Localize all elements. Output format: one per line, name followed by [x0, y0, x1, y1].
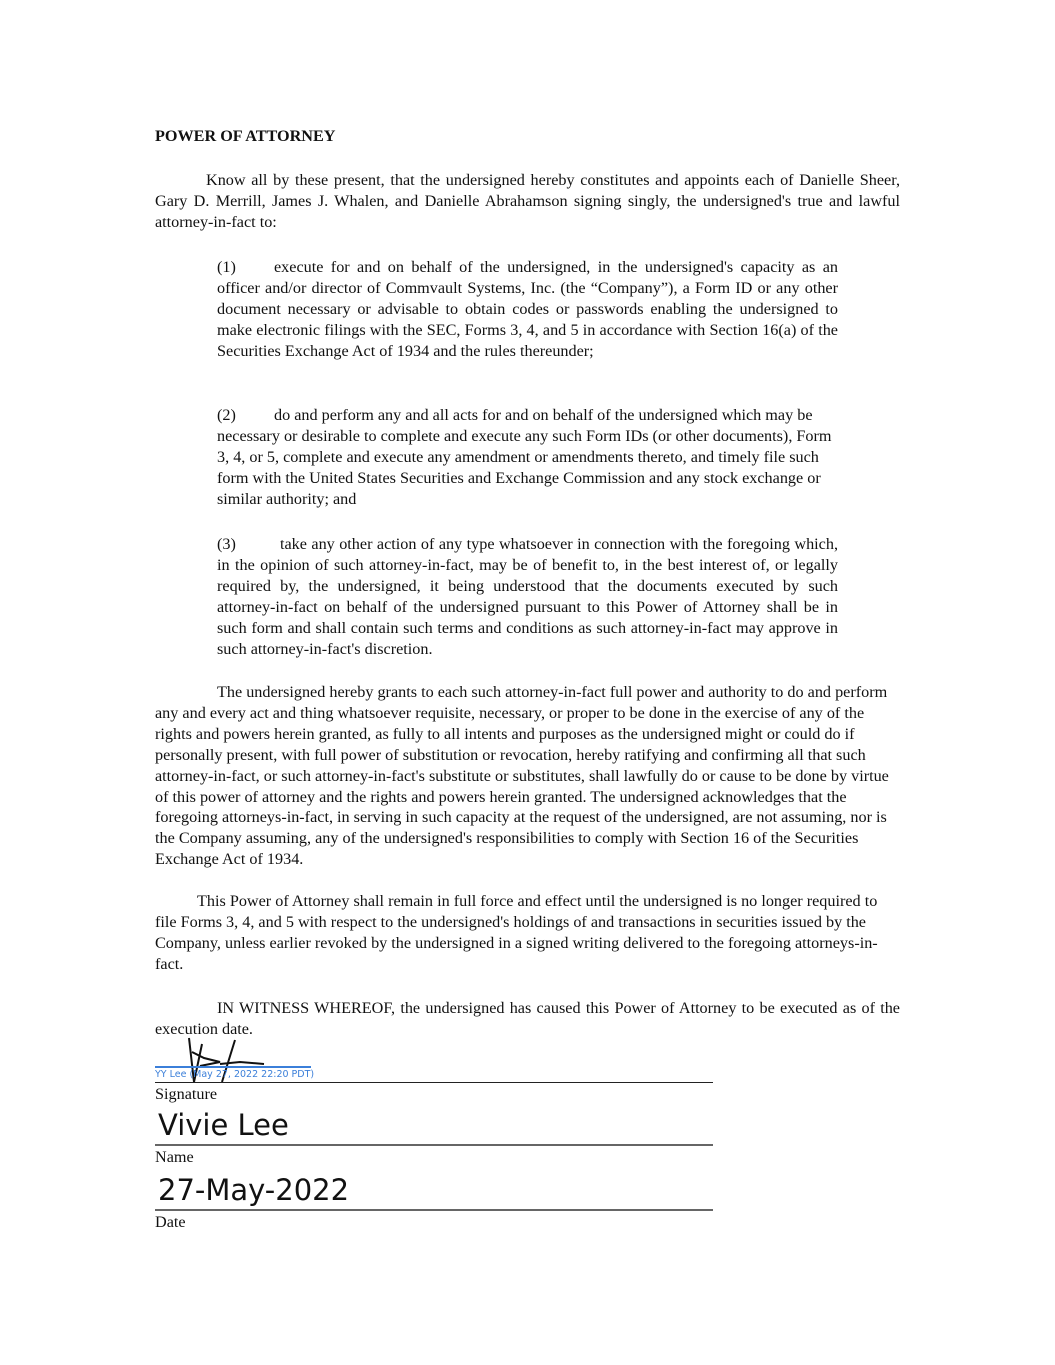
item-number: (2) — [217, 406, 236, 424]
name-label: Name — [155, 1148, 194, 1166]
name-value: Vivie Lee — [158, 1108, 289, 1142]
date-label: Date — [155, 1213, 186, 1231]
item-text: take any other action of any type whatsoever in connection with the foregoing which, in the opinion of such attorney-in-fact, may be of benefit to, in the best interest of, or legally required by, the undersigned, it being understood that the documents executed by such attorney-in-fact on behalf of the undersigned pursuant to this Power of Attorney shall be in such form and shall contain such terms and conditions as such attorney-in-fact may approve in such attorney-in-fact's discretion. — [217, 535, 838, 658]
item-text: do and perform any and all acts for and on behalf of the undersigned which may be necessary or desirable to complete and execute any such Form IDs (or other documents), Form 3, 4, or 5, complete and execute any amendment or amendments thereto, and timely file such form with the United States Securities and Exchange Commission and any stock exchange or similar authority; and — [217, 406, 832, 508]
item-3 — [217, 534, 838, 659]
item-text: execute for and on behalf of the undersigned, in the undersigned's capacity as an officer and/or director of Commvault Systems, Inc. (the “Company”), a Form ID or any other document necessary or advisable to obtain codes or passwords enabling the undersigned to make electronic filings with the SEC, Forms 3, 4, and 5 in accordance with Section 16(a) of the Securities Exchange Act of 1934 and the rules thereunder; — [217, 258, 838, 360]
item-2 — [217, 405, 838, 510]
intro-paragraph: Know all by these present, that the undersigned hereby constitutes and appoints each of Danielle Sheer, Gary D. Merrill, James J. Whalen, and Danielle Abrahamson signing singly, the undersigned's true and lawful attorney-in-fact to: — [155, 171, 900, 231]
esign-stamp: YY Lee (May 27, 2022 22:20 PDT) — [155, 1069, 315, 1080]
witness-paragraph: IN WITNESS WHEREOF, the undersigned has caused this Power of Attorney to be executed as of the execution date. — [155, 999, 900, 1038]
grant-paragraph: The undersigned hereby grants to each such attorney-in-fact full power and authority to do and perform any and every act and thing whatsoever requisite, necessary, or proper to be done in the exercise of any of the rights and powers herein granted, as fully to all intents and purposes as the undersigned might or could do if personally present, with full power of substitution or revocation, hereby ratifying and confirming all that such attorney-in-fact, or such attorney-in-fact's substitute or substitutes, shall lawfully do or cause to be done by virtue of this power of attorney and the rights and powers herein granted. The undersigned acknowledges that the foregoing attorneys-in-fact, in serving in such capacity at the request of the undersigned, are not assuming, nor is the Company assuming, any of the undersigned's responsibilities to comply with Section 16 of the Securities Exchange Act of 1934. — [155, 683, 889, 869]
item-number: (1) — [217, 258, 236, 276]
signature-line — [155, 1082, 713, 1083]
name-line — [155, 1144, 713, 1146]
item-number: (3) — [217, 535, 236, 553]
signature-label: Signature — [155, 1085, 218, 1103]
esign-line — [155, 1066, 311, 1068]
date-value: 27-May-2022 — [158, 1173, 350, 1207]
document-title: POWER OF ATTORNEY — [155, 127, 336, 145]
item-1 — [217, 257, 838, 362]
date-line — [155, 1209, 713, 1211]
duration-paragraph: This Power of Attorney shall remain in full force and effect until the undersigned is no longer required to file Forms 3, 4, and 5 with respect to the undersigned's holdings of and transactions in securities issued by the Company, unless earlier revoked by the undersigned in a signed writing delivered to the foregoing attorneys-in-fact. — [155, 892, 878, 973]
